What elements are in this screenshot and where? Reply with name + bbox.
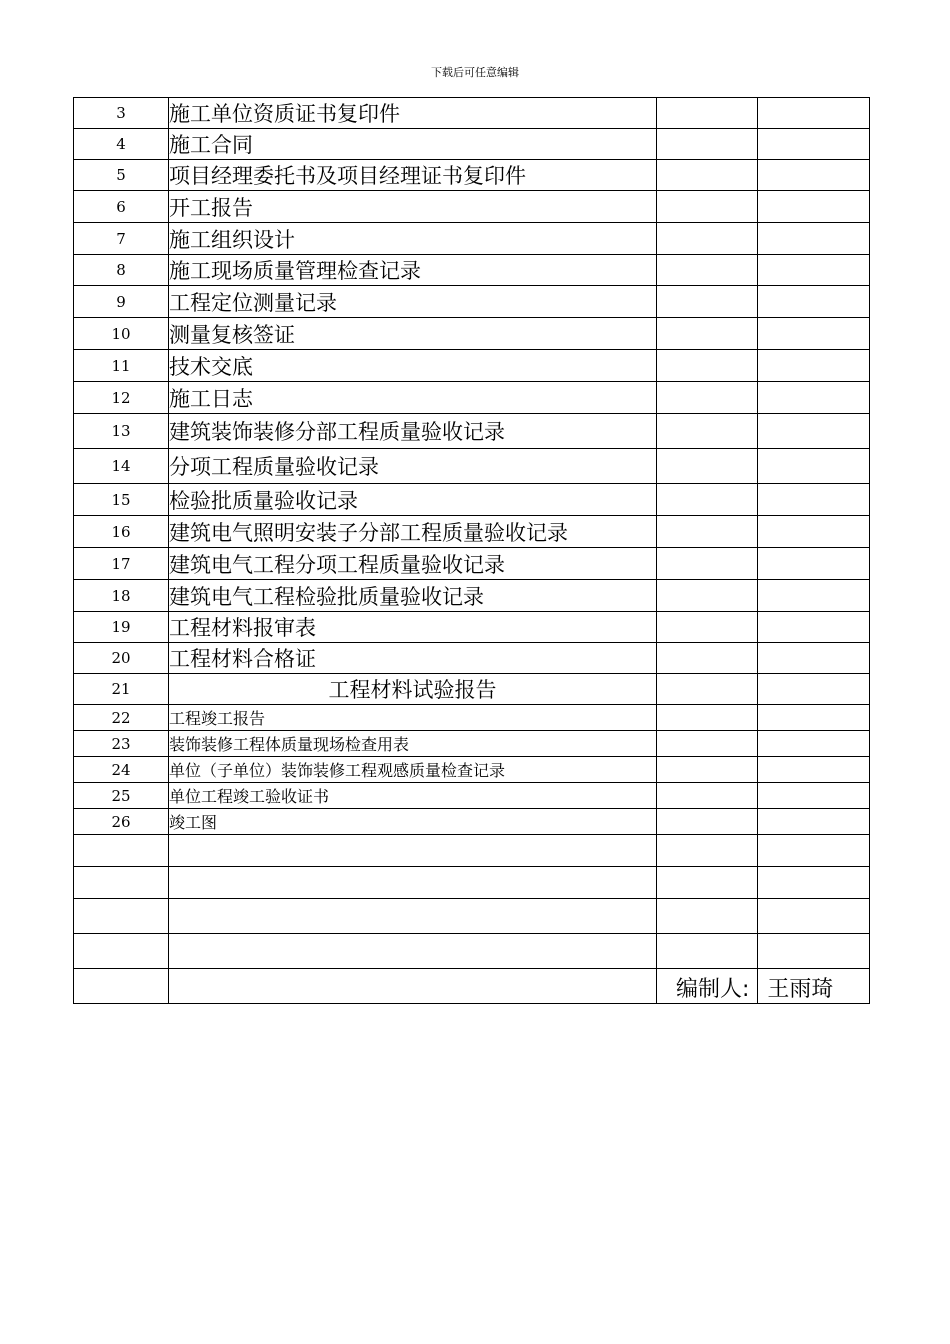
document-name: 检验批质量验收记录: [169, 484, 657, 516]
empty-cell: [74, 934, 169, 969]
empty-cell: [657, 867, 758, 899]
row-number: 17: [74, 548, 169, 580]
empty-cell: [758, 286, 870, 318]
empty-cell: [758, 867, 870, 899]
empty-cell: [657, 286, 758, 318]
row-number: 11: [74, 350, 169, 382]
table-row: [74, 809, 870, 835]
compiler-signature: [676, 975, 833, 1005]
empty-cell: [758, 548, 870, 580]
row-number: 9: [74, 286, 169, 318]
document-name: 施工单位资质证书复印件: [169, 98, 657, 129]
empty-cell: [74, 835, 169, 867]
empty-cell: [758, 934, 870, 969]
table-row: [74, 674, 870, 705]
document-name: 分项工程质量验收记录: [169, 449, 657, 484]
empty-cell: [657, 705, 758, 731]
empty-cell: [657, 783, 758, 809]
row-number: 4: [74, 129, 169, 160]
empty-cell: [758, 643, 870, 674]
empty-cell: [758, 783, 870, 809]
document-name: 测量复核签证: [169, 318, 657, 350]
empty-cell: [758, 382, 870, 414]
document-name: 工程材料合格证: [169, 643, 657, 674]
document-name: 施工现场质量管理检查记录: [169, 255, 657, 286]
document-name: 建筑装饰装修分部工程质量验收记录: [169, 414, 657, 449]
row-number: 7: [74, 223, 169, 255]
empty-cell: [758, 612, 870, 643]
row-number: 24: [74, 757, 169, 783]
row-number: 26: [74, 809, 169, 835]
empty-cell: [74, 969, 169, 1004]
row-number: 19: [74, 612, 169, 643]
table-row: [74, 255, 870, 286]
empty-cell: [169, 835, 657, 867]
row-number: 23: [74, 731, 169, 757]
empty-cell: [657, 223, 758, 255]
empty-cell: [657, 934, 758, 969]
table-row: [74, 160, 870, 191]
document-name: 开工报告: [169, 191, 657, 223]
empty-cell: [169, 899, 657, 934]
row-number: 5: [74, 160, 169, 191]
row-number: 15: [74, 484, 169, 516]
table-row-empty: [74, 867, 870, 899]
document-name: 施工合同: [169, 129, 657, 160]
table-row: [74, 449, 870, 484]
empty-cell: [758, 318, 870, 350]
document-name: 项目经理委托书及项目经理证书复印件: [169, 160, 657, 191]
empty-cell: [758, 449, 870, 484]
table-row: [74, 286, 870, 318]
document-name: 建筑电气工程检验批质量验收记录: [169, 580, 657, 612]
empty-cell: [758, 757, 870, 783]
empty-cell: [657, 757, 758, 783]
table-row: [74, 705, 870, 731]
table-row-empty: [74, 899, 870, 934]
row-number: 20: [74, 643, 169, 674]
table-row: [74, 223, 870, 255]
row-number: 10: [74, 318, 169, 350]
empty-cell: [657, 548, 758, 580]
row-number: 16: [74, 516, 169, 548]
row-number: 21: [74, 674, 169, 705]
document-name: 单位工程竣工验收证书: [169, 783, 657, 809]
empty-cell: [657, 835, 758, 867]
empty-cell: [657, 98, 758, 129]
document-name: 工程材料报审表: [169, 612, 657, 643]
empty-cell: [758, 191, 870, 223]
empty-cell: [657, 414, 758, 449]
empty-cell: [758, 705, 870, 731]
empty-cell: [657, 449, 758, 484]
row-number: 8: [74, 255, 169, 286]
empty-cell: [758, 484, 870, 516]
document-name: 装饰装修工程体质量现场检查用表: [169, 731, 657, 757]
table-row: [74, 731, 870, 757]
empty-cell: [657, 350, 758, 382]
document-name: 施工组织设计: [169, 223, 657, 255]
empty-cell: [657, 643, 758, 674]
row-number: 13: [74, 414, 169, 449]
table-row-empty: [74, 835, 870, 867]
empty-cell: [758, 731, 870, 757]
table-row: [74, 129, 870, 160]
empty-cell: [758, 674, 870, 705]
table-row: [74, 484, 870, 516]
row-number: 6: [74, 191, 169, 223]
row-number: 12: [74, 382, 169, 414]
empty-cell: [169, 969, 657, 1004]
table-row: [74, 548, 870, 580]
document-name: 工程材料试验报告: [169, 674, 657, 705]
document-name: 竣工图: [169, 809, 657, 835]
empty-cell: [657, 318, 758, 350]
table-row-empty: [74, 934, 870, 969]
empty-cell: [657, 255, 758, 286]
document-name: 单位（子单位）装饰装修工程观感质量检查记录: [169, 757, 657, 783]
empty-cell: [758, 129, 870, 160]
empty-cell: [758, 160, 870, 191]
table-row: [74, 612, 870, 643]
empty-cell: [758, 223, 870, 255]
row-number: 22: [74, 705, 169, 731]
empty-cell: [74, 899, 169, 934]
compiler-label: 编制人:: [676, 977, 750, 1002]
empty-cell: [758, 98, 870, 129]
empty-cell: [657, 731, 758, 757]
row-number: 18: [74, 580, 169, 612]
document-name: 施工日志: [169, 382, 657, 414]
header-note: 下载后可任意编辑: [431, 66, 519, 79]
empty-cell: [758, 899, 870, 934]
empty-cell: [758, 809, 870, 835]
document-name: 工程定位测量记录: [169, 286, 657, 318]
empty-cell: [657, 129, 758, 160]
document-name: 建筑电气工程分项工程质量验收记录: [169, 548, 657, 580]
empty-cell: [758, 350, 870, 382]
empty-cell: [758, 835, 870, 867]
table-row: [74, 757, 870, 783]
empty-cell: [657, 382, 758, 414]
empty-cell: [758, 414, 870, 449]
empty-cell: [758, 255, 870, 286]
row-number: 25: [74, 783, 169, 809]
row-number: 3: [74, 98, 169, 129]
table-row: [74, 382, 870, 414]
empty-cell: [657, 612, 758, 643]
empty-cell: [169, 867, 657, 899]
empty-cell: [169, 934, 657, 969]
table-row: [74, 318, 870, 350]
table-row: [74, 414, 870, 449]
document-list-table: [73, 97, 870, 1004]
document-name: 建筑电气照明安装子分部工程质量验收记录: [169, 516, 657, 548]
empty-cell: [657, 484, 758, 516]
row-number: 14: [74, 449, 169, 484]
empty-cell: [657, 674, 758, 705]
empty-cell: [657, 516, 758, 548]
empty-cell: [74, 867, 169, 899]
table-row: [74, 516, 870, 548]
empty-cell: [657, 580, 758, 612]
table-row: [74, 580, 870, 612]
empty-cell: [758, 516, 870, 548]
empty-cell: [657, 809, 758, 835]
empty-cell: [657, 899, 758, 934]
document-name: 技术交底: [169, 350, 657, 382]
table-row: [74, 191, 870, 223]
table-row: [74, 783, 870, 809]
table-row: [74, 350, 870, 382]
empty-cell: [657, 191, 758, 223]
empty-cell: [657, 160, 758, 191]
compiler-name: 王雨琦: [767, 977, 834, 1002]
table-row: [74, 98, 870, 129]
document-name: 工程竣工报告: [169, 705, 657, 731]
empty-cell: [758, 580, 870, 612]
table-row: [74, 643, 870, 674]
